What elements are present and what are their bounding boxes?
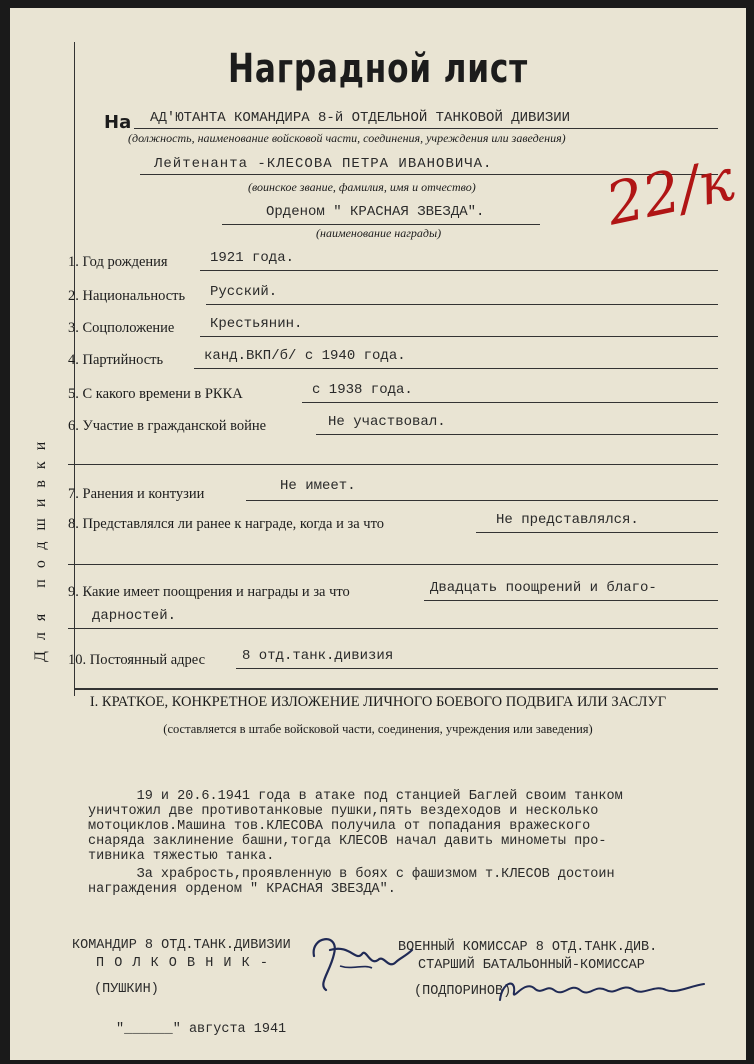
commissar-rank: СТАРШИЙ БАТАЛЬОННЫЙ-КОМИССАР — [418, 958, 645, 973]
field-9-label: 9. Какие имеет поощрения и награды и за что — [68, 584, 350, 600]
field-2-value: Русский. — [210, 284, 278, 300]
date-month-year: августа 1941 — [188, 1022, 287, 1037]
date-line — [116, 1022, 286, 1037]
section-subheading: (составляется в штабе войсковой части, соединения, учреждения или заведения) — [163, 722, 593, 736]
date-day-blank: ______ — [124, 1022, 173, 1037]
commissar-name: (ПОДПОРИНОВ) — [414, 984, 512, 999]
field-9-value: Двадцать поощрений и благо- — [430, 580, 657, 596]
narrative-line-4: снаряда заклинение башни,тогда КЛЕСОВ начал давить минометы про- — [88, 834, 607, 849]
field-7-value: Не имеет. — [280, 478, 356, 494]
position-value: АД'ЮТАНТА КОМАНДИРА 8-й ОТДЕЛЬНОЙ ТАНКОВОЙ ДИВИЗИИ — [150, 110, 571, 126]
date-quote-close: " — [172, 1022, 181, 1037]
field-10-underline — [236, 668, 718, 669]
field-3-value: Крестьянин. — [210, 316, 303, 332]
field-5-label: 5. С какого времени в РККА — [68, 386, 243, 402]
award-value: Орденом " КРАСНАЯ ЗВЕЗДА". — [266, 204, 485, 220]
field-7-label: 7. Ранения и контузии — [68, 486, 205, 502]
na-label: На — [104, 112, 132, 133]
field-2-label: 2. Национальность — [68, 288, 186, 304]
field-3-label: 3. Соцположение — [68, 320, 175, 336]
field-9-underline — [424, 600, 718, 601]
field-4-underline — [194, 368, 718, 369]
field-10-value: 8 отд.танк.дивизия — [242, 648, 394, 664]
field-6-underline — [316, 434, 718, 435]
field-2-underline — [206, 304, 718, 305]
document-title: Наградной лист — [228, 46, 528, 92]
commander-name: (ПУШКИН) — [94, 982, 159, 997]
field-9-underline-2 — [68, 628, 718, 629]
field-8-value: Не представлялся. — [496, 512, 639, 528]
narrative-line-7: награждения орденом " КРАСНАЯ ЗВЕЗДА". — [88, 882, 396, 897]
commander-title: КОМАНДИР 8 ОТД.ТАНК.ДИВИЗИИ — [72, 938, 291, 953]
field-1-value: 1921 года. — [210, 250, 295, 266]
commander-rank: П О Л К О В Н И К - — [96, 956, 269, 971]
field-6-label: 6. Участие в гражданской войне — [68, 418, 267, 434]
field-4-label: 4. Партийность — [68, 352, 164, 368]
commander-signature-graphic — [300, 926, 420, 996]
field-3-underline — [200, 336, 718, 337]
field-6-value: Не участвовал. — [328, 414, 446, 430]
field-5-underline — [302, 402, 718, 403]
binding-side-label: Для подшивки — [32, 430, 49, 662]
field-4-value: канд.ВКП/б/ с 1940 года. — [204, 348, 406, 364]
narrative-line-2: уничтожил две противотанковые пушки,пять вездеходов и несколько — [88, 804, 599, 819]
position-hint: (должность, наименование войсковой части, соединения, учреждения или заведения) — [128, 131, 566, 145]
name-hint: (воинское звание, фамилия, имя и отчество) — [248, 180, 476, 194]
field-7-underline — [246, 500, 718, 501]
narrative-line-3: мотоциклов.Машина тов.КЛЕСОВА получила от попадания вражеского — [88, 819, 591, 834]
field-9-value-continued: дарностей. — [92, 608, 177, 624]
narrative-line-5: тивника тяжестью танка. — [88, 849, 275, 864]
award-sheet-page — [10, 8, 746, 1060]
award-hint: (наименование награды) — [316, 226, 442, 240]
field-8-underline — [476, 532, 718, 533]
section-divider — [74, 688, 718, 690]
date-quote-open: " — [116, 1022, 125, 1037]
field-8-label: 8. Представлялся ли ранее к награде, когда и за что — [68, 516, 384, 532]
section-heading: I. КРАТКОЕ, КОНКРЕТНОЕ ИЗЛОЖЕНИЕ ЛИЧНОГО БОЕВОГО ПОДВИГА ИЛИ ЗАСЛУГ — [89, 694, 667, 710]
field-8-underline-2 — [68, 564, 718, 565]
field-10-label: 10. Постоянный адрес — [68, 652, 205, 668]
narrative-line-1: 19 и 20.6.1941 года в атаке под станцией Баглей своим танком — [88, 789, 623, 804]
field-1-label: 1. Год рождения — [68, 254, 168, 270]
field-6-underline-2 — [68, 464, 718, 465]
award-underline — [222, 224, 540, 225]
field-1-underline — [200, 270, 718, 271]
position-underline — [134, 128, 718, 129]
name-value: Лейтенанта -КЛЕСОВА ПЕТРА ИВАНОВИЧА. — [154, 156, 493, 172]
field-5-value: с 1938 года. — [312, 382, 413, 398]
commissar-title: ВОЕННЫЙ КОМИССАР 8 ОТД.ТАНК.ДИВ. — [398, 940, 658, 955]
commissar-signature-graphic — [494, 970, 714, 1010]
handwritten-registration-mark: 22/к — [600, 145, 740, 239]
narrative-line-6: За храбрость,проявленную в боях с фашизмом т.КЛЕСОВ достоин — [88, 867, 615, 882]
